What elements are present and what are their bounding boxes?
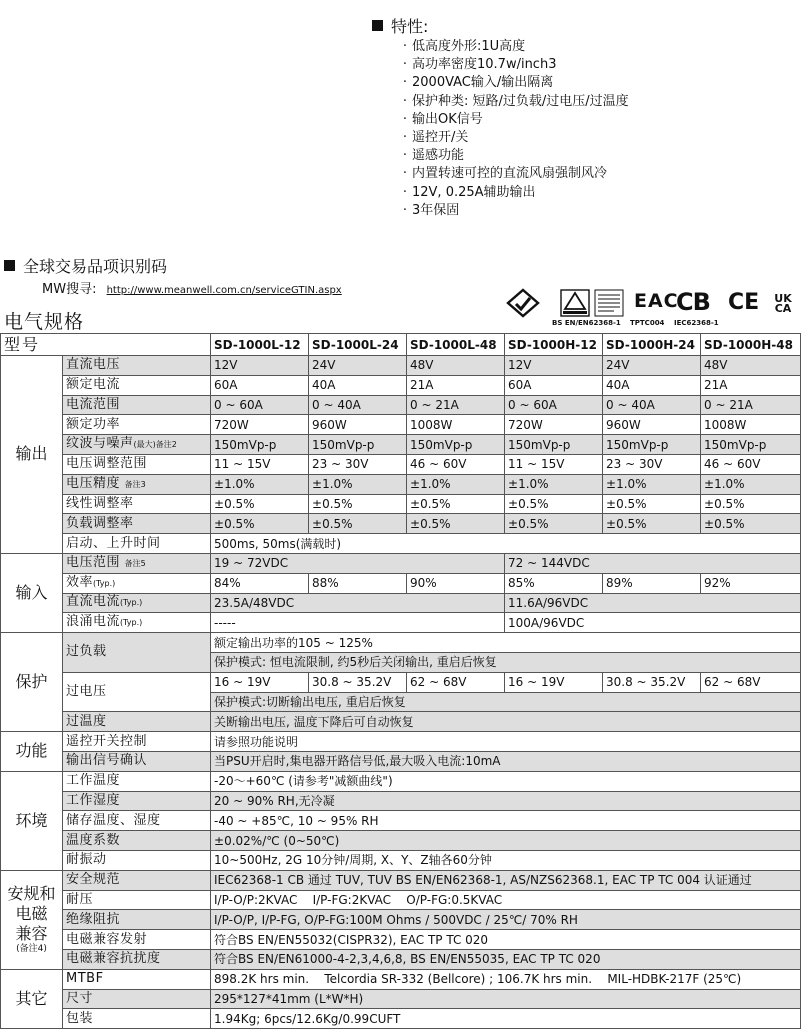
row-label: 耐压 <box>63 890 211 910</box>
cell-value: 150mVp-p <box>701 435 801 455</box>
row-label: 电磁兼容抗扰度 <box>63 949 211 969</box>
cell-value: ±0.5% <box>211 514 309 534</box>
feature-item: · 2000VAC输入/输出隔离 <box>398 74 792 92</box>
table-row <box>1 890 801 910</box>
table-row <box>1 712 801 732</box>
group-text: 兼容 <box>15 924 48 944</box>
cell-value: ±1.0% <box>407 474 505 494</box>
table-row <box>1 474 801 494</box>
row-label: 额定电流 <box>63 375 211 395</box>
table-row <box>1 732 801 752</box>
cell-value: 0 ~ 21A <box>701 395 801 415</box>
cell-value: -40 ~ +85℃, 10 ~ 95% RH <box>211 811 801 831</box>
row-label-note: 备注3 <box>124 479 146 489</box>
row-label <box>63 435 211 455</box>
cell-value: 150mVp-p <box>603 435 701 455</box>
cell-value: 85% <box>505 573 603 593</box>
table-row <box>1 553 801 573</box>
model-label: 型号 <box>1 334 211 356</box>
cell-value: ----- <box>211 613 505 633</box>
cell-value: 0 ~ 21A <box>407 395 505 415</box>
cell-value: 500ms, 50ms(满载时) <box>211 534 801 554</box>
cell-value: 关断输出电压, 温度下降后可自动恢复 <box>211 712 801 732</box>
cell-value: ±0.02%/℃ (0~50℃) <box>211 831 801 851</box>
table-row <box>1 593 801 613</box>
table-row <box>1 771 801 791</box>
cell-value: 额定输出功率的105 ~ 125% <box>211 633 801 653</box>
cell-value: 16 ~ 19V <box>505 672 603 692</box>
cell-value: 720W <box>211 415 309 435</box>
cell-value: ±0.5% <box>407 514 505 534</box>
table-row <box>1 375 801 395</box>
cell-value: 150mVp-p <box>211 435 309 455</box>
cell-value: 24V <box>603 356 701 376</box>
cb-mark-icon: CB <box>676 288 710 316</box>
table-row <box>1 435 801 455</box>
square-bullet-icon <box>372 20 383 31</box>
cell-value: ±0.5% <box>407 494 505 514</box>
cell-value: 0 ~ 40A <box>309 395 407 415</box>
cell-value: 46 ~ 60V <box>407 454 505 474</box>
tuv-text-icon <box>594 289 624 317</box>
cell-value: 符合BS EN/EN61000-4-2,3,4,6,8, BS EN/EN55035, EAC TP TC 020 <box>211 949 801 969</box>
cell-value: 72 ~ 144VDC <box>505 553 801 573</box>
table-row <box>1 811 801 831</box>
cell-value: 960W <box>603 415 701 435</box>
cell-value: 保护模式:切断输出电压, 重启后恢复 <box>211 692 801 712</box>
cell-value: 23 ~ 30V <box>309 454 407 474</box>
cell-value: -20～+60℃ (请参考"减额曲线") <box>211 771 801 791</box>
cell-value: 62 ~ 68V <box>407 672 505 692</box>
table-row <box>1 395 801 415</box>
row-label-note: (最大)备注2 <box>133 440 177 450</box>
row-label-text: 电压范围 <box>66 554 121 570</box>
cell-value: 960W <box>309 415 407 435</box>
table-row <box>1 910 801 930</box>
table-row <box>1 514 801 534</box>
model-name: SD-1000L-24 <box>309 334 407 356</box>
feature-item: · 高功率密度10.7w/inch3 <box>398 56 792 74</box>
features-section <box>372 14 792 220</box>
cell-value: 30.8 ~ 35.2V <box>603 672 701 692</box>
table-row <box>1 573 801 593</box>
cell-value: 21A <box>407 375 505 395</box>
cell-value: 48V <box>407 356 505 376</box>
cell-value: 48V <box>701 356 801 376</box>
feature-item: · 低高度外形:1U高度 <box>398 38 792 56</box>
row-label-note: (Typ.) <box>93 578 116 588</box>
group-function: 功能 <box>1 732 63 772</box>
cell-value: ±0.5% <box>211 494 309 514</box>
cell-value: ±1.0% <box>603 474 701 494</box>
cell-value: 0 ~ 60A <box>211 395 309 415</box>
row-label: 温度系数 <box>63 831 211 851</box>
row-label-text: 效率 <box>66 574 94 590</box>
features-list <box>398 38 792 220</box>
cell-value: 89% <box>603 573 701 593</box>
cell-value: 88% <box>309 573 407 593</box>
cell-value: 12V <box>505 356 603 376</box>
cell-value: ±0.5% <box>603 494 701 514</box>
model-name: SD-1000H-48 <box>701 334 801 356</box>
cell-value: ±1.0% <box>505 474 603 494</box>
row-label-note: 备注5 <box>124 558 146 568</box>
cell-value: 0 ~ 40A <box>603 395 701 415</box>
cell-value: 90% <box>407 573 505 593</box>
cell-value: 11 ~ 15V <box>211 454 309 474</box>
table-row <box>1 454 801 474</box>
cell-value: 23.5A/48VDC <box>211 593 505 613</box>
cell-value: 10~500Hz, 2G 10分钟/周期, X、Y、Z轴各60分钟 <box>211 850 801 870</box>
row-label <box>63 573 211 593</box>
ukca-mark-icon <box>770 294 796 314</box>
rcm-mark-icon <box>506 288 540 318</box>
cell-value: ±0.5% <box>603 514 701 534</box>
model-name: SD-1000H-12 <box>505 334 603 356</box>
row-label: 尺寸 <box>63 989 211 1009</box>
cell-value: 16 ~ 19V <box>211 672 309 692</box>
cell-value: ±0.5% <box>701 514 801 534</box>
cell-value: ±1.0% <box>211 474 309 494</box>
feature-item: · 3年保固 <box>398 202 792 220</box>
feature-item: · 遥控开/关 <box>398 129 792 147</box>
table-row <box>1 870 801 890</box>
group-text: 安规和 <box>7 884 56 904</box>
row-label: 额定功率 <box>63 415 211 435</box>
cell-value: IEC62368-1 CB 通过 TUV, TUV BS EN/EN62368-1, AS/NZS62368.1, EAC TP TC 004 认证通过 <box>211 870 801 890</box>
cell-value: 请参照功能说明 <box>211 732 801 752</box>
cell-value: I/P-O/P:2KVAC I/P-FG:2KVAC O/P-FG:0.5KVAC <box>211 890 801 910</box>
row-label <box>63 593 211 613</box>
group-safety-emc <box>1 870 63 969</box>
row-label: 输出信号确认 <box>63 751 211 771</box>
table-row <box>1 613 801 633</box>
ce-mark-icon: CE <box>728 290 760 315</box>
group-other: 其它 <box>1 969 63 1028</box>
table-row <box>1 1009 801 1029</box>
row-label: 工作温度 <box>63 771 211 791</box>
row-label: 线性调整率 <box>63 494 211 514</box>
cell-value: 150mVp-p <box>309 435 407 455</box>
spec-table <box>0 333 801 1029</box>
eac-mark-icon: EAC <box>634 290 679 312</box>
cell-value: 11.6A/96VDC <box>505 593 801 613</box>
cell-value: 40A <box>309 375 407 395</box>
group-output: 输出 <box>1 356 63 554</box>
tuv-bauart-icon <box>560 289 590 317</box>
row-label: 储存温度、湿度 <box>63 811 211 831</box>
row-label: 包装 <box>63 1009 211 1029</box>
cell-value: 62 ~ 68V <box>701 672 801 692</box>
row-label: 电流范围 <box>63 395 211 415</box>
cell-value: ±1.0% <box>701 474 801 494</box>
row-label: 启动、上升时间 <box>63 534 211 554</box>
model-name: SD-1000H-24 <box>603 334 701 356</box>
table-row <box>1 930 801 950</box>
cell-value: ±0.5% <box>505 514 603 534</box>
cell-value: ±0.5% <box>701 494 801 514</box>
row-label: 过负载 <box>63 633 211 673</box>
row-label: 遥控开关控制 <box>63 732 211 752</box>
gtin-search-line <box>42 278 342 297</box>
cell-value: 100A/96VDC <box>505 613 801 633</box>
cell-value: 30.8 ~ 35.2V <box>309 672 407 692</box>
group-note: (备注4) <box>16 944 47 955</box>
table-row <box>1 850 801 870</box>
row-label: 耐振动 <box>63 850 211 870</box>
table-row <box>1 415 801 435</box>
cell-value: 0 ~ 60A <box>505 395 603 415</box>
row-label <box>63 474 211 494</box>
gtin-section <box>4 254 342 297</box>
cell-value: 295*127*41mm (L*W*H) <box>211 989 801 1009</box>
table-row <box>1 989 801 1009</box>
row-label: MTBF <box>63 969 211 989</box>
cell-value: 92% <box>701 573 801 593</box>
spec-title: 电气规格 <box>4 311 85 333</box>
cell-value: 720W <box>505 415 603 435</box>
cell-value: 11 ~ 15V <box>505 454 603 474</box>
cell-value: 150mVp-p <box>407 435 505 455</box>
feature-item: · 12V, 0.25A辅助输出 <box>398 184 792 202</box>
cell-value: 40A <box>603 375 701 395</box>
cell-value: 60A <box>211 375 309 395</box>
header-row <box>1 334 801 356</box>
cert-caption: TPTC004 <box>630 319 665 327</box>
cell-value: 24V <box>309 356 407 376</box>
certification-logos <box>506 288 798 328</box>
table-row <box>1 494 801 514</box>
cell-value: ±1.0% <box>309 474 407 494</box>
row-label-text: 直流电流 <box>66 594 121 610</box>
features-heading <box>372 14 792 36</box>
row-label: 过温度 <box>63 712 211 732</box>
model-name: SD-1000L-12 <box>211 334 309 356</box>
cell-value: 23 ~ 30V <box>603 454 701 474</box>
gtin-title: 全球交易品项识别码 <box>23 256 168 276</box>
group-input: 输入 <box>1 553 63 632</box>
cell-value: 150mVp-p <box>505 435 603 455</box>
row-label-text: 纹波与噪声 <box>66 436 134 452</box>
gtin-search-label: MW搜寻: <box>42 282 97 297</box>
ukca-top: UK <box>774 292 792 305</box>
row-label: 安全规范 <box>63 870 211 890</box>
square-bullet-icon <box>4 260 15 271</box>
table-row <box>1 633 801 653</box>
row-label: 过电压 <box>63 672 211 712</box>
cell-value: 1008W <box>701 415 801 435</box>
cell-value: 12V <box>211 356 309 376</box>
table-row <box>1 751 801 771</box>
ukca-bottom: CA <box>774 302 792 315</box>
table-row <box>1 672 801 692</box>
model-name: SD-1000L-48 <box>407 334 505 356</box>
group-text: 电磁 <box>15 904 48 924</box>
cell-value: 21A <box>701 375 801 395</box>
cert-caption: BS EN/EN62368-1 <box>552 319 621 327</box>
group-protection: 保护 <box>1 633 63 732</box>
cell-value: 46 ~ 60V <box>701 454 801 474</box>
cell-value: 84% <box>211 573 309 593</box>
cell-value: 898.2K hrs min. Telcordia SR-332 (Bellcore) ; 106.7K hrs min. MIL-HDBK-217F (25℃) <box>211 969 801 989</box>
cell-value: 20 ~ 90% RH,无冷凝 <box>211 791 801 811</box>
row-label <box>63 613 211 633</box>
row-label <box>63 553 211 573</box>
cell-value: 60A <box>505 375 603 395</box>
row-label: 直流电压 <box>63 356 211 376</box>
row-label-text: 浪涌电流 <box>66 614 121 630</box>
row-label: 负载调整率 <box>63 514 211 534</box>
row-label: 电磁兼容发射 <box>63 930 211 950</box>
cell-value: 保护模式: 恒电流限制, 约5秒后关闭输出, 重启后恢复 <box>211 652 801 672</box>
gtin-url-link[interactable]: http://www.meanwell.com.cn/serviceGTIN.aspx <box>106 285 342 296</box>
table-row <box>1 791 801 811</box>
table-row <box>1 831 801 851</box>
table-row <box>1 949 801 969</box>
feature-item: · 输出OK信号 <box>398 111 792 129</box>
row-label-text: 电压精度 <box>66 475 121 491</box>
cell-value: 当PSU开启时,集电器开路信号低,最大吸入电流:10mA <box>211 751 801 771</box>
cell-value: ±0.5% <box>309 494 407 514</box>
feature-item: · 保护种类: 短路/过负载/过电压/过温度 <box>398 93 792 111</box>
row-label: 绝缘阻抗 <box>63 910 211 930</box>
cell-value: 19 ~ 72VDC <box>211 553 505 573</box>
cell-value: I/P-O/P, I/P-FG, O/P-FG:100M Ohms / 500VDC / 25℃/ 70% RH <box>211 910 801 930</box>
row-label: 电压调整范围 <box>63 454 211 474</box>
cell-value: 1.94Kg; 6pcs/12.6Kg/0.99CUFT <box>211 1009 801 1029</box>
features-title: 特性: <box>391 16 429 36</box>
row-label-note: (Typ.) <box>120 598 143 608</box>
feature-item: · 遥感功能 <box>398 147 792 165</box>
table-row <box>1 356 801 376</box>
cell-value: 符合BS EN/EN55032(CISPR32), EAC TP TC 020 <box>211 930 801 950</box>
cell-value: 1008W <box>407 415 505 435</box>
row-label: 工作湿度 <box>63 791 211 811</box>
feature-item: · 内置转速可控的直流风扇强制风冷 <box>398 165 792 183</box>
table-row <box>1 534 801 554</box>
row-label-note: (Typ.) <box>120 618 143 628</box>
cert-caption: IEC62368-1 <box>674 319 719 327</box>
group-environment: 环境 <box>1 771 63 870</box>
cell-value: ±0.5% <box>309 514 407 534</box>
table-row <box>1 969 801 989</box>
cell-value: ±0.5% <box>505 494 603 514</box>
gtin-heading <box>4 254 342 276</box>
